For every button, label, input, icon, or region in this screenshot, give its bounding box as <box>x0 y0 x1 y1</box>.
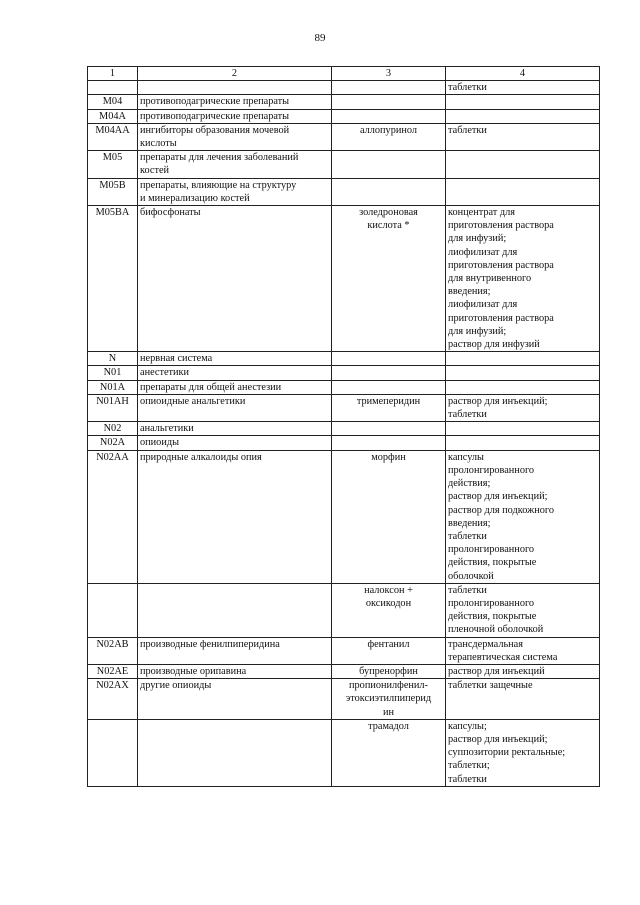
group-name-line: противоподагрические препараты <box>140 96 290 108</box>
drug-name-cell <box>332 206 446 352</box>
drug-name-cell <box>332 95 446 109</box>
atc-code-cell: N02AX <box>88 679 138 720</box>
dosage-form-line: лиофилизат для <box>448 299 518 311</box>
dosage-form-line: суппозитории ректальные; <box>448 747 566 759</box>
dosage-form-cell <box>446 178 600 205</box>
dosage-form-line: пролонгированного <box>448 544 535 556</box>
drug-name-cell <box>332 394 446 421</box>
drug-name-cell <box>332 366 446 380</box>
dosage-form-line: пролонгированного <box>448 597 535 609</box>
atc-code-cell: N02AB <box>88 637 138 664</box>
dosage-form-line: таблетки; <box>448 760 490 772</box>
drug-name-line: аллопуринол <box>359 124 418 136</box>
dosage-form-line: раствор для подкожного <box>448 504 555 516</box>
dosage-form-cell <box>446 637 600 664</box>
dosage-form-cell <box>446 719 600 786</box>
drug-name-cell <box>332 352 446 366</box>
dosage-form-line: таблетки <box>448 530 487 542</box>
drug-name-line: бупренорфин <box>359 665 418 677</box>
drug-name-cell <box>332 151 446 178</box>
drug-name-line: золедроновая <box>359 207 418 219</box>
dosage-form-cell <box>446 81 600 95</box>
group-name-cell <box>138 151 332 178</box>
dosage-form-line: приготовления раствора <box>448 259 554 271</box>
atc-code-cell: N02AE <box>88 664 138 678</box>
drug-name-line: трамадол <box>368 720 409 732</box>
atc-code-cell <box>88 583 138 637</box>
group-name-cell <box>138 366 332 380</box>
group-name-line: опиоидные анальгетики <box>140 395 246 407</box>
group-name-cell <box>138 637 332 664</box>
drug-name-line: кислота * <box>367 220 410 232</box>
drug-name-cell <box>332 123 446 150</box>
table-row <box>88 583 600 637</box>
drug-name-line: морфин <box>371 451 406 463</box>
group-name-line: анальгетики <box>140 423 194 435</box>
dosage-form-line: терапевтическая система <box>448 651 558 663</box>
dosage-form-line: таблетки <box>448 82 487 94</box>
drug-name-line: фентанил <box>367 638 410 650</box>
group-name-cell <box>138 679 332 720</box>
dosage-form-cell <box>446 123 600 150</box>
dosage-form-line: таблетки защечные <box>448 680 533 692</box>
group-name-cell <box>138 178 332 205</box>
group-name-cell <box>138 450 332 583</box>
page-number: 89 <box>314 32 326 44</box>
group-name-cell <box>138 95 332 109</box>
group-name-cell <box>138 719 332 786</box>
drug-name-cell <box>332 637 446 664</box>
table-row <box>88 206 600 352</box>
group-name-line: и минерализацию костей <box>140 192 250 204</box>
group-name-cell <box>138 394 332 421</box>
table-row <box>88 719 600 786</box>
dosage-form-line: концентрат для <box>448 207 515 219</box>
header-col-1: 1 <box>88 67 138 81</box>
header-col-4: 4 <box>446 67 600 81</box>
group-name-cell <box>138 436 332 450</box>
drug-classification-table <box>87 66 600 787</box>
drug-name-cell <box>332 380 446 394</box>
drug-name-line: тримеперидин <box>356 395 421 407</box>
group-name-line: производные орипавина <box>140 665 247 677</box>
atc-code-cell: M04A <box>88 109 138 123</box>
drug-name-line: налоксон + <box>364 584 413 596</box>
dosage-form-line: раствор для инфузий <box>448 339 540 351</box>
drug-name-line: пропионилфенил- <box>349 680 428 692</box>
group-name-cell <box>138 422 332 436</box>
drug-name-cell <box>332 719 446 786</box>
atc-code-cell: N01 <box>88 366 138 380</box>
group-name-line: природные алкалоиды опия <box>140 451 262 463</box>
dosage-form-line: таблетки <box>448 773 487 785</box>
dosage-form-line: для внутривенного <box>448 273 532 285</box>
dosage-form-line: таблетки <box>448 409 487 421</box>
table-row <box>88 352 600 366</box>
dosage-form-cell <box>446 206 600 352</box>
group-name-cell <box>138 81 332 95</box>
dosage-form-line: введения; <box>448 286 491 298</box>
drug-name-line: оксикодон <box>365 597 412 609</box>
table-row <box>88 380 600 394</box>
header-row <box>88 67 600 81</box>
table-row <box>88 151 600 178</box>
atc-code-cell: N02 <box>88 422 138 436</box>
dosage-form-cell <box>446 366 600 380</box>
dosage-form-cell <box>446 450 600 583</box>
group-name-line: анестетики <box>140 367 190 379</box>
atc-code-cell <box>88 81 138 95</box>
drug-name-cell <box>332 664 446 678</box>
dosage-form-cell <box>446 679 600 720</box>
drug-name-cell <box>332 679 446 720</box>
drug-name-cell <box>332 583 446 637</box>
table-row <box>88 123 600 150</box>
dosage-form-line: действия, покрытые <box>448 611 537 623</box>
drug-name-cell <box>332 450 446 583</box>
atc-code-cell: N01A <box>88 380 138 394</box>
dosage-form-line: трансдермальная <box>448 638 523 650</box>
dosage-form-cell <box>446 95 600 109</box>
dosage-form-cell <box>446 394 600 421</box>
drug-name-cell <box>332 81 446 95</box>
atc-code-cell: M05 <box>88 151 138 178</box>
dosage-form-line: приготовления раствора <box>448 312 554 324</box>
group-name-cell <box>138 109 332 123</box>
dosage-form-cell <box>446 436 600 450</box>
group-name-line: другие опиоиды <box>140 680 212 692</box>
group-name-line: опиоиды <box>140 437 179 449</box>
table-row <box>88 81 600 95</box>
group-name-cell <box>138 664 332 678</box>
group-name-cell <box>138 123 332 150</box>
dosage-form-line: действия, покрытые <box>448 557 537 569</box>
group-name-line: производные фенилпиперидина <box>140 638 280 650</box>
drug-name-cell <box>332 109 446 123</box>
drug-name-cell <box>332 422 446 436</box>
group-name-cell <box>138 352 332 366</box>
dosage-form-line: пленочной оболочкой <box>448 624 544 636</box>
drug-name-line: этоксиэтилпиперид <box>345 693 432 705</box>
dosage-form-line: оболочкой <box>448 570 494 582</box>
atc-code-cell: N <box>88 352 138 366</box>
table-row <box>88 637 600 664</box>
dosage-form-line: раствор для инъекций; <box>448 733 548 745</box>
table-row <box>88 95 600 109</box>
dosage-form-line: раствор для инъекций; <box>448 491 548 503</box>
dosage-form-line: действия; <box>448 478 491 490</box>
table-row <box>88 679 600 720</box>
dosage-form-line: пролонгированного <box>448 464 535 476</box>
table-row <box>88 422 600 436</box>
group-name-line: нервная система <box>140 353 213 365</box>
dosage-form-line: введения; <box>448 517 491 529</box>
dosage-form-line: раствор для инъекций; <box>448 395 548 407</box>
dosage-form-cell <box>446 151 600 178</box>
atc-code-cell: M05B <box>88 178 138 205</box>
group-name-line: препараты, влияющие на структуру <box>140 179 297 191</box>
dosage-form-line: раствор для инъекций <box>448 665 545 677</box>
dosage-form-cell <box>446 109 600 123</box>
dosage-form-cell <box>446 422 600 436</box>
atc-code-cell: N02AA <box>88 450 138 583</box>
table-row <box>88 394 600 421</box>
dosage-form-line: капсулы <box>448 451 484 463</box>
dosage-form-cell <box>446 664 600 678</box>
group-name-line: ингибиторы образования мочевой <box>140 124 290 136</box>
table-row <box>88 366 600 380</box>
atc-code-cell: N02A <box>88 436 138 450</box>
drug-name-cell <box>332 178 446 205</box>
drug-name-line: ин <box>382 706 395 718</box>
dosage-form-line: капсулы; <box>448 720 487 732</box>
group-name-line: препараты для лечения заболеваний <box>140 152 299 164</box>
dosage-form-line: для инфузий; <box>448 233 507 245</box>
dosage-form-cell <box>446 380 600 394</box>
group-name-cell <box>138 206 332 352</box>
table-row <box>88 436 600 450</box>
table-row <box>88 450 600 583</box>
group-name-cell <box>138 583 332 637</box>
group-name-cell <box>138 380 332 394</box>
atc-code-cell: M05BA <box>88 206 138 352</box>
dosage-form-line: лиофилизат для <box>448 246 518 258</box>
header-col-3: 3 <box>332 67 446 81</box>
dosage-form-line: таблетки <box>448 124 487 136</box>
group-name-line: костей <box>140 165 170 177</box>
atc-code-cell: M04 <box>88 95 138 109</box>
group-name-line: противоподагрические препараты <box>140 110 290 122</box>
drug-name-cell <box>332 436 446 450</box>
group-name-line: препараты для общей анестезии <box>140 381 282 393</box>
dosage-form-line: для инфузий; <box>448 325 507 337</box>
dosage-form-cell <box>446 583 600 637</box>
dosage-form-line: приготовления раствора <box>448 220 554 232</box>
atc-code-cell: M04AA <box>88 123 138 150</box>
group-name-line: кислоты <box>140 138 177 150</box>
group-name-line: бифосфонаты <box>140 207 201 219</box>
dosage-form-line: таблетки <box>448 584 487 596</box>
header-col-2: 2 <box>138 67 332 81</box>
table-body <box>88 81 600 787</box>
atc-code-cell <box>88 719 138 786</box>
table-row <box>88 664 600 678</box>
table-row <box>88 178 600 205</box>
dosage-form-cell <box>446 352 600 366</box>
table-row <box>88 109 600 123</box>
atc-code-cell: N01AH <box>88 394 138 421</box>
